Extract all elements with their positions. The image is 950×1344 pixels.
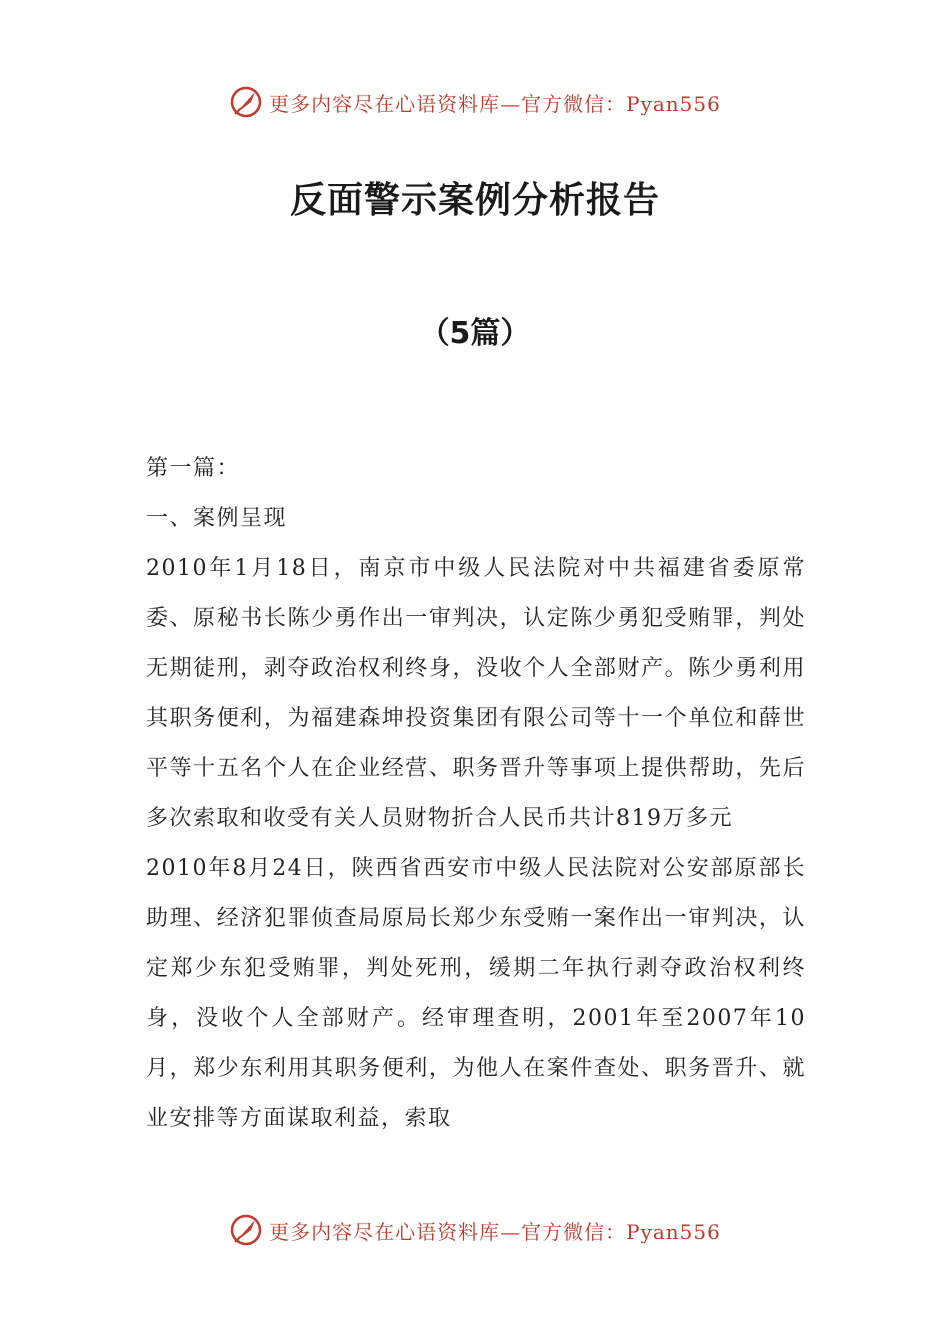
watermark-footer xyxy=(0,1210,950,1250)
quill-logo-icon xyxy=(229,1213,263,1247)
subheading: 一、案例呈现 xyxy=(146,506,288,531)
paragraph: 2010年8月24日，陕西省西安市中级人民法院对公安部原部长助理、经济犯罪侦查局原局长郑少东受贿一案作出一审判决，认定郑少东犯受贿罪，判处死刑，缓期二年执行剥夺政治权利终身，没收个人全部财产。经审理查明，2001年至2007年10月，郑少东利用其职务便利，为他人在案件查处、职务晋升、就业安排等方面谋取利益，索取 xyxy=(146,856,806,1131)
watermark-text: 更多内容尽在心语资料库—官方微信：Pyan556 xyxy=(269,91,721,116)
watermark-header xyxy=(0,82,950,122)
section-heading: 第一篇： xyxy=(146,456,241,481)
document-title: 反面警示案例分析报告 xyxy=(289,180,660,221)
document-body xyxy=(146,444,806,1144)
quill-logo-icon xyxy=(229,85,263,119)
paragraph: 2010年1月18日，南京市中级人民法院对中共福建省委原常委、原秘书长陈少勇作出一审判决，认定陈少勇犯受贿罪，判处无期徒刑，剥夺政治权利终身，没收个人全部财产。陈少勇利用其职务便利，为福建森坤投资集团有限公司等十一个单位和薛世平等十五名个人在企业经营、职务晋升等事项上提供帮助，先后多次索取和收受有关人员财物折合人民币共计819万多元 xyxy=(146,556,806,831)
watermark-text: 更多内容尽在心语资料库—官方微信：Pyan556 xyxy=(269,1219,721,1244)
document-subtitle: （5篇） xyxy=(419,316,531,351)
